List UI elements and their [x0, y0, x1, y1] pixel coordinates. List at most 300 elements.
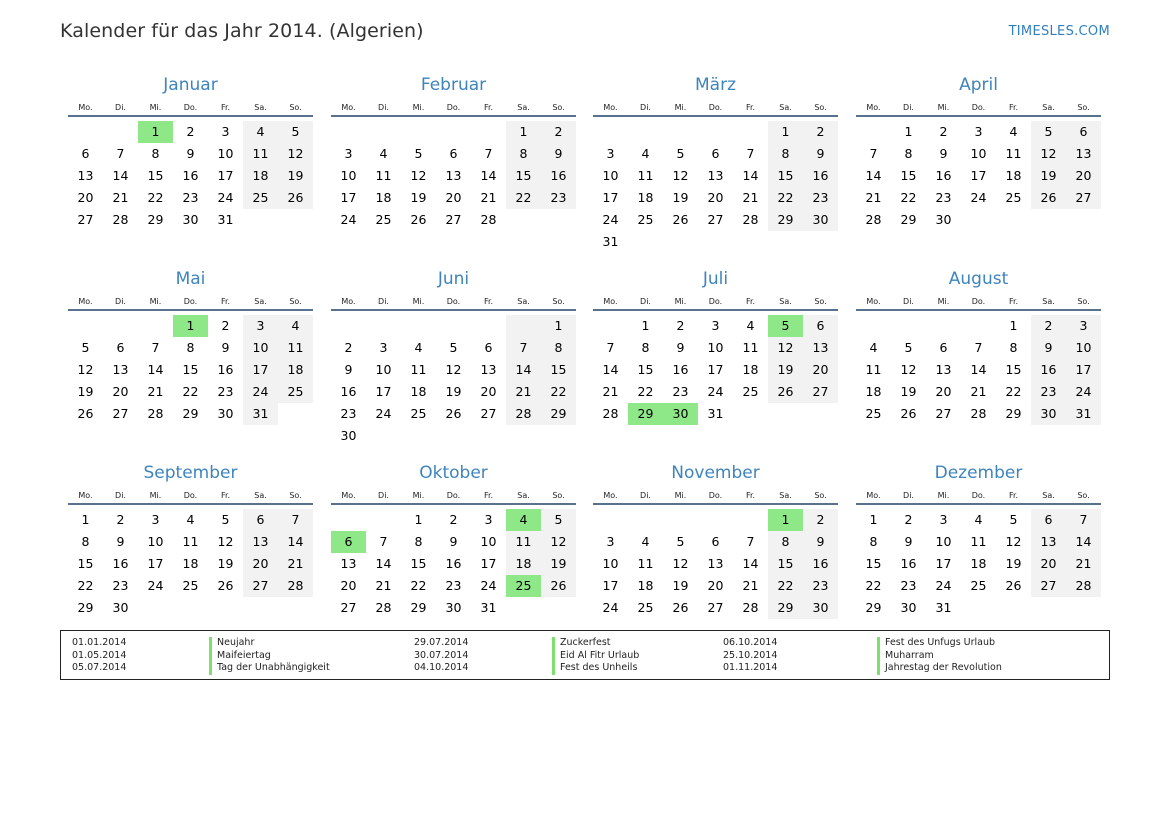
month-3 — [856, 74, 1101, 231]
day-cell: 16 — [803, 165, 838, 187]
day-cell: 2 — [939, 124, 948, 139]
empty-cell — [436, 121, 471, 143]
weekday-label: Sa. — [517, 491, 530, 500]
empty-cell — [698, 121, 733, 143]
empty-cell — [628, 509, 663, 531]
day-cell: 2 — [344, 340, 353, 355]
day-cell: 14 — [147, 362, 164, 377]
month-title: April — [959, 75, 998, 95]
legend-names — [209, 637, 330, 675]
day-cell: 15 — [506, 165, 541, 187]
empty-cell — [138, 315, 173, 337]
day-cell: 23 — [112, 578, 129, 593]
day-cell: 12 — [445, 362, 462, 377]
day-cell: 1 — [768, 509, 803, 531]
day-cell: 23 — [672, 384, 689, 399]
empty-cell — [366, 509, 401, 531]
day-cell: 10 — [602, 556, 619, 571]
day-cell: 28 — [1066, 575, 1101, 597]
day-cell: 21 — [1066, 553, 1101, 575]
weekday-label: So. — [552, 103, 565, 112]
weekday-label: Fr. — [483, 297, 494, 306]
day-cell: 26 — [1031, 187, 1066, 209]
day-cell: 29 — [865, 600, 882, 615]
day-cell: 2 — [904, 512, 913, 527]
legend-names — [552, 637, 639, 675]
weekday-label: Mi. — [412, 491, 425, 500]
holiday-date: 01.01.2014 — [72, 637, 127, 648]
weekday-label: Mi. — [149, 297, 162, 306]
day-cell: 17 — [217, 168, 234, 183]
day-cell: 19 — [1031, 165, 1066, 187]
day-cell: 7 — [869, 146, 878, 161]
day-cell: 16 — [1031, 359, 1066, 381]
day-cell: 16 — [112, 556, 129, 571]
month-title: August — [948, 269, 1009, 289]
empty-cell — [243, 597, 278, 619]
day-cell: 7 — [278, 509, 313, 531]
empty-cell — [278, 597, 313, 619]
day-cell: 5 — [676, 534, 685, 549]
day-cell: 30 — [182, 212, 199, 227]
day-cell: 15 — [1005, 362, 1022, 377]
day-cell: 27 — [1066, 187, 1101, 209]
day-cell: 12 — [672, 556, 689, 571]
empty-cell — [173, 597, 208, 619]
day-cell: 20 — [1031, 553, 1066, 575]
day-cell: 19 — [410, 190, 427, 205]
day-cell: 3 — [344, 146, 353, 161]
day-cell: 5 — [1031, 121, 1066, 143]
weekday-label: Di. — [903, 297, 914, 306]
empty-cell — [1031, 209, 1066, 231]
day-cell: 27 — [480, 406, 497, 421]
empty-cell — [961, 315, 996, 337]
empty-cell — [593, 121, 628, 143]
day-cell: 2 — [449, 512, 458, 527]
weekday-label: Sa. — [779, 491, 792, 500]
empty-cell — [541, 597, 576, 619]
empty-cell — [698, 509, 733, 531]
empty-cell — [68, 315, 103, 337]
empty-cell — [208, 597, 243, 619]
weekday-header — [593, 295, 838, 311]
day-cell: 31 — [1066, 403, 1101, 425]
weekday-header — [856, 101, 1101, 117]
day-cell: 22 — [768, 187, 803, 209]
day-cell: 12 — [278, 143, 313, 165]
day-cell: 21 — [147, 384, 164, 399]
weekday-label: Mo. — [603, 103, 618, 112]
day-cell: 19 — [217, 556, 234, 571]
holiday-name: Fest des Unfugs Urlaub — [877, 637, 1002, 650]
day-cell: 2 — [803, 509, 838, 531]
day-cell: 12 — [900, 362, 917, 377]
month-0 — [68, 74, 313, 231]
day-cell: 7 — [379, 534, 388, 549]
day-cell: 27 — [243, 575, 278, 597]
day-cell: 21 — [112, 190, 129, 205]
day-cell: 4 — [379, 146, 388, 161]
day-grid — [68, 121, 313, 231]
day-cell: 29 — [768, 209, 803, 231]
day-cell: 22 — [900, 190, 917, 205]
weekday-label: Fr. — [1008, 103, 1019, 112]
day-cell: 18 — [637, 190, 654, 205]
empty-cell — [243, 209, 278, 231]
day-cell: 4 — [414, 340, 423, 355]
legend-dates — [72, 637, 126, 675]
month-5 — [331, 268, 576, 447]
day-cell: 4 — [974, 512, 983, 527]
day-cell: 15 — [768, 165, 803, 187]
day-cell: 31 — [935, 600, 952, 615]
day-cell: 8 — [81, 534, 90, 549]
day-cell: 29 — [1005, 406, 1022, 421]
holiday-name: Muharram — [877, 650, 1002, 663]
day-cell: 13 — [1066, 143, 1101, 165]
month-title: Juli — [702, 269, 729, 289]
day-cell: 20 — [77, 190, 94, 205]
day-cell: 25 — [970, 578, 987, 593]
brand-link[interactable]: TIMESLES.COM — [1008, 24, 1110, 39]
day-cell: 10 — [1066, 337, 1101, 359]
day-cell: 1 — [541, 315, 576, 337]
day-cell: 6 — [711, 534, 720, 549]
day-cell: 13 — [340, 556, 357, 571]
day-cell: 13 — [480, 362, 497, 377]
day-cell: 12 — [77, 362, 94, 377]
holiday-name: Tag der Unabhängigkeit — [209, 662, 330, 675]
empty-cell — [366, 315, 401, 337]
day-cell: 5 — [904, 340, 913, 355]
empty-cell — [541, 425, 576, 447]
holiday-name: Neujahr — [209, 637, 330, 650]
empty-cell — [663, 509, 698, 531]
day-cell: 19 — [541, 553, 576, 575]
month-9 — [331, 462, 576, 619]
day-cell: 25 — [243, 187, 278, 209]
empty-cell — [331, 509, 366, 531]
day-cell: 31 — [243, 403, 278, 425]
weekday-label: Do. — [446, 103, 461, 112]
day-cell: 26 — [445, 406, 462, 421]
day-cell: 4 — [746, 318, 755, 333]
day-cell: 23 — [1031, 381, 1066, 403]
day-cell: 12 — [541, 531, 576, 553]
day-cell: 30 — [112, 600, 129, 615]
day-cell: 1 — [173, 315, 208, 337]
holiday-date: 25.10.2014 — [723, 649, 778, 661]
day-cell: 31 — [217, 212, 234, 227]
day-cell: 20 — [707, 190, 724, 205]
day-cell: 10 — [375, 362, 392, 377]
day-cell: 10 — [480, 534, 497, 549]
day-cell: 12 — [410, 168, 427, 183]
empty-cell — [331, 121, 366, 143]
weekday-label: Fr. — [220, 103, 231, 112]
empty-cell — [663, 231, 698, 253]
empty-cell — [698, 231, 733, 253]
day-cell: 11 — [637, 168, 654, 183]
day-cell: 7 — [746, 534, 755, 549]
day-cell: 9 — [116, 534, 125, 549]
day-cell: 25 — [278, 381, 313, 403]
weekday-label: Mo. — [78, 491, 93, 500]
day-cell: 23 — [900, 578, 917, 593]
weekday-label: So. — [814, 297, 827, 306]
day-cell: 6 — [1066, 121, 1101, 143]
empty-cell — [856, 315, 891, 337]
day-cell: 19 — [900, 384, 917, 399]
weekday-label: Mi. — [149, 103, 162, 112]
holiday-date: 29.07.2014 — [414, 637, 469, 648]
day-cell: 28 — [506, 403, 541, 425]
day-cell: 16 — [900, 556, 917, 571]
day-cell: 18 — [1005, 168, 1022, 183]
weekday-label: Mi. — [674, 103, 687, 112]
day-cell: 13 — [112, 362, 129, 377]
day-cell: 9 — [449, 534, 458, 549]
day-cell: 20 — [243, 553, 278, 575]
empty-cell — [593, 315, 628, 337]
weekday-label: Di. — [903, 103, 914, 112]
weekday-label: Sa. — [254, 491, 267, 500]
day-cell: 13 — [243, 531, 278, 553]
day-cell: 30 — [663, 403, 698, 425]
weekday-label: Mi. — [674, 491, 687, 500]
weekday-label: So. — [552, 297, 565, 306]
weekday-label: Sa. — [1042, 297, 1055, 306]
day-cell: 19 — [1005, 556, 1022, 571]
day-cell: 24 — [707, 384, 724, 399]
day-cell: 19 — [445, 384, 462, 399]
month-title: Februar — [420, 75, 487, 95]
empty-cell — [506, 315, 541, 337]
day-cell: 10 — [935, 534, 952, 549]
weekday-label: So. — [1077, 297, 1090, 306]
day-cell: 16 — [803, 553, 838, 575]
day-cell: 18 — [970, 556, 987, 571]
day-cell: 18 — [637, 578, 654, 593]
day-cell: 11 — [182, 534, 199, 549]
weekday-label: Mi. — [412, 103, 425, 112]
day-cell: 26 — [672, 212, 689, 227]
day-cell: 9 — [1031, 337, 1066, 359]
weekday-label: Fr. — [745, 297, 756, 306]
legend-dates — [723, 637, 777, 675]
weekday-label: Sa. — [254, 297, 267, 306]
day-cell: 1 — [641, 318, 650, 333]
day-cell: 1 — [869, 512, 878, 527]
day-cell: 30 — [1031, 403, 1066, 425]
day-cell: 29 — [410, 600, 427, 615]
day-cell: 12 — [1031, 143, 1066, 165]
day-cell: 26 — [900, 406, 917, 421]
day-cell: 11 — [970, 534, 987, 549]
empty-cell — [366, 425, 401, 447]
day-cell: 14 — [865, 168, 882, 183]
weekday-label: Fr. — [220, 297, 231, 306]
day-cell: 13 — [1031, 531, 1066, 553]
day-cell: 29 — [900, 212, 917, 227]
weekday-label: Fr. — [745, 103, 756, 112]
day-cell: 31 — [480, 600, 497, 615]
day-cell: 12 — [768, 337, 803, 359]
day-cell: 14 — [602, 362, 619, 377]
empty-cell — [103, 315, 138, 337]
day-cell: 3 — [939, 512, 948, 527]
day-cell: 5 — [768, 315, 803, 337]
weekday-label: Do. — [708, 491, 723, 500]
day-cell: 19 — [672, 578, 689, 593]
holiday-name: Zuckerfest — [552, 637, 639, 650]
day-cell: 21 — [742, 190, 759, 205]
holiday-date: 04.10.2014 — [414, 662, 469, 673]
day-cell: 3 — [711, 318, 720, 333]
day-cell: 19 — [768, 359, 803, 381]
day-cell: 27 — [340, 600, 357, 615]
day-cell: 17 — [970, 168, 987, 183]
weekday-label: Mi. — [674, 297, 687, 306]
weekday-header — [856, 489, 1101, 505]
weekday-label: Mo. — [866, 297, 881, 306]
weekday-label: Mo. — [78, 103, 93, 112]
day-cell: 5 — [81, 340, 90, 355]
weekday-label: Di. — [115, 297, 126, 306]
day-cell: 7 — [506, 337, 541, 359]
day-cell: 11 — [278, 337, 313, 359]
day-cell: 30 — [803, 597, 838, 619]
weekday-header — [331, 295, 576, 311]
day-cell: 31 — [602, 234, 619, 249]
weekday-label: So. — [289, 491, 302, 500]
day-grid — [856, 509, 1101, 619]
day-cell: 28 — [970, 406, 987, 421]
day-cell: 20 — [707, 578, 724, 593]
day-cell: 14 — [278, 531, 313, 553]
day-cell: 5 — [278, 121, 313, 143]
day-cell: 18 — [410, 384, 427, 399]
day-cell: 11 — [410, 362, 427, 377]
day-cell: 6 — [116, 340, 125, 355]
day-cell: 8 — [186, 340, 195, 355]
day-cell: 3 — [606, 146, 615, 161]
empty-cell — [628, 121, 663, 143]
legend-dates — [414, 637, 468, 675]
day-cell: 8 — [151, 146, 160, 161]
day-cell: 10 — [602, 168, 619, 183]
day-cell: 20 — [935, 384, 952, 399]
weekday-label: Di. — [640, 103, 651, 112]
month-4 — [68, 268, 313, 425]
empty-cell — [471, 315, 506, 337]
day-cell: 27 — [707, 600, 724, 615]
day-cell: 14 — [742, 168, 759, 183]
day-cell: 23 — [445, 578, 462, 593]
month-title: Dezember — [934, 463, 1023, 483]
day-cell: 1 — [81, 512, 90, 527]
day-cell: 11 — [1005, 146, 1022, 161]
day-cell: 15 — [637, 362, 654, 377]
day-cell: 17 — [375, 384, 392, 399]
day-cell: 14 — [375, 556, 392, 571]
day-cell: 30 — [900, 600, 917, 615]
holiday-name: Maifeiertag — [209, 650, 330, 663]
day-cell: 6 — [243, 509, 278, 531]
day-cell: 27 — [707, 212, 724, 227]
empty-cell — [961, 597, 996, 619]
day-cell: 24 — [340, 212, 357, 227]
weekday-label: Fr. — [483, 103, 494, 112]
day-cell: 25 — [637, 212, 654, 227]
day-cell: 10 — [217, 146, 234, 161]
day-cell: 22 — [506, 187, 541, 209]
day-cell: 13 — [707, 168, 724, 183]
day-cell: 11 — [865, 362, 882, 377]
weekday-label: Do. — [183, 491, 198, 500]
day-cell: 17 — [707, 362, 724, 377]
holiday-name: Fest des Unheils — [552, 662, 639, 675]
day-cell: 5 — [541, 509, 576, 531]
day-cell: 29 — [541, 403, 576, 425]
day-cell: 8 — [506, 143, 541, 165]
day-cell: 2 — [116, 512, 125, 527]
weekday-label: Di. — [903, 491, 914, 500]
day-cell: 2 — [541, 121, 576, 143]
day-cell: 7 — [116, 146, 125, 161]
day-cell: 13 — [707, 556, 724, 571]
empty-cell — [733, 509, 768, 531]
day-cell: 18 — [375, 190, 392, 205]
day-cell: 27 — [803, 381, 838, 403]
empty-cell — [1066, 597, 1101, 619]
day-cell: 29 — [182, 406, 199, 421]
weekday-label: Fr. — [745, 491, 756, 500]
day-cell: 22 — [77, 578, 94, 593]
month-title: März — [695, 75, 736, 95]
day-cell: 16 — [445, 556, 462, 571]
empty-cell — [768, 231, 803, 253]
day-cell: 5 — [1009, 512, 1018, 527]
day-cell: 28 — [602, 406, 619, 421]
empty-cell — [68, 121, 103, 143]
day-cell: 5 — [676, 146, 685, 161]
day-cell: 10 — [970, 146, 987, 161]
day-cell: 2 — [1031, 315, 1066, 337]
weekday-label: So. — [814, 103, 827, 112]
weekday-label: Mi. — [937, 297, 950, 306]
empty-cell — [436, 315, 471, 337]
day-cell: 1 — [1009, 318, 1018, 333]
day-grid — [331, 315, 576, 447]
day-cell: 26 — [410, 212, 427, 227]
day-cell: 18 — [243, 165, 278, 187]
weekday-label: Mo. — [603, 297, 618, 306]
day-cell: 15 — [182, 362, 199, 377]
weekday-label: Mi. — [149, 491, 162, 500]
day-cell: 2 — [676, 318, 685, 333]
day-cell: 10 — [243, 337, 278, 359]
empty-cell — [628, 231, 663, 253]
day-cell: 15 — [541, 359, 576, 381]
weekday-label: Fr. — [483, 491, 494, 500]
empty-cell — [401, 315, 436, 337]
day-cell: 3 — [484, 512, 493, 527]
weekday-header — [68, 295, 313, 311]
day-grid — [593, 315, 838, 425]
day-cell: 12 — [1005, 534, 1022, 549]
